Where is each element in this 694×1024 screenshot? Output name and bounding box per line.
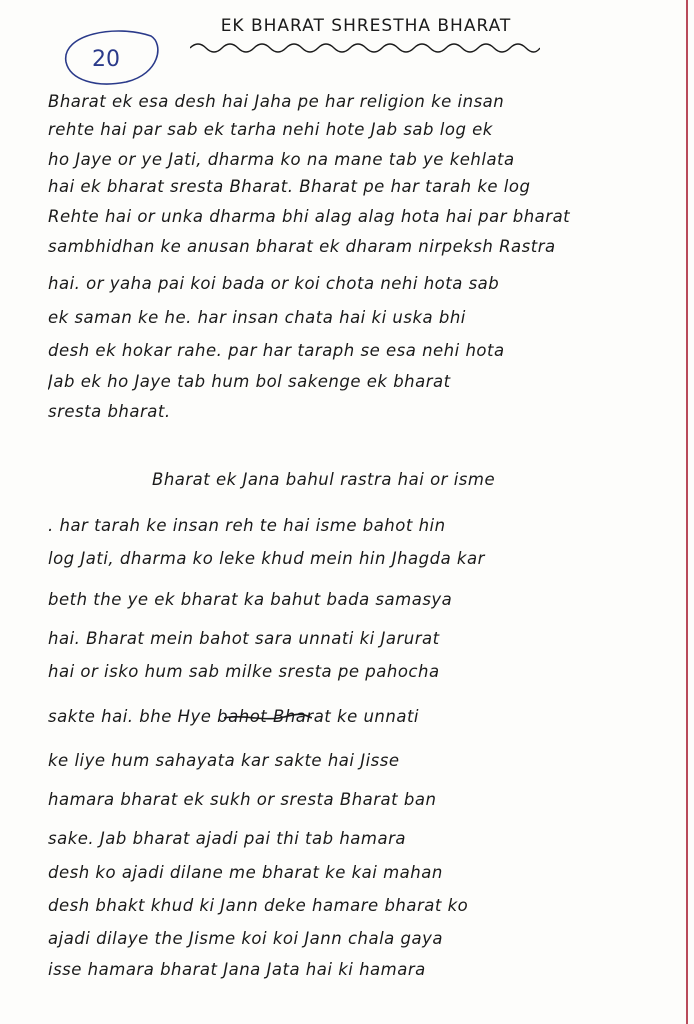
para1-line: ho Jaye or ye Jati, dharma ko na mane tab ye kehlata <box>48 150 515 169</box>
grade-mark-text: 20 <box>92 47 120 72</box>
para1-line: sresta bharat. <box>48 402 171 421</box>
para1-line: desh ek hokar rahe. par har taraph se esa nehi hota <box>48 341 505 360</box>
para1-line: hai ek bharat sresta Bharat. Bharat pe har tarah ke log <box>48 177 531 196</box>
para2-line: isse hamara bharat Jana Jata hai ki hamara <box>48 960 426 979</box>
para2-line: beth the ye ek bharat ka bahut bada samasya <box>48 590 453 609</box>
para2-line: . har tarah ke insan reh te hai isme bahot hin <box>48 516 446 535</box>
para2-line: desh ko ajadi dilane me bharat ke kai mahan <box>48 863 443 882</box>
strikethrough-mark <box>224 712 312 724</box>
para2-line: ajadi dilaye the Jisme koi koi Jann chala gaya <box>48 929 443 948</box>
para1-line: Jab ek ho Jaye tab hum bol sakenge ek bharat <box>48 372 451 391</box>
para2-line: hai. Bharat mein bahot sara unnati ki Jarurat <box>48 629 440 648</box>
para2-line: log Jati, dharma ko leke khud mein hin Jhagda kar <box>48 549 485 568</box>
para2-line: desh bhakt khud ki Jann deke hamare bharat ko <box>48 896 469 915</box>
para1-line: Bharat ek esa desh hai Jaha pe har religion ke insan <box>48 92 505 111</box>
para1-line: hai. or yaha pai koi bada or koi chota nehi hota sab <box>48 274 500 293</box>
para1-line: rehte hai par sab ek tarha nehi hote Jab sab log ek <box>48 120 493 139</box>
para2-line: hamara bharat ek sukh or sresta Bharat ban <box>48 790 437 809</box>
para2-line: hai or isko hum sab milke sresta pe pahocha <box>48 662 440 681</box>
para2-line: sake. Jab bharat ajadi pai thi tab hamara <box>48 829 406 848</box>
para2-line: ke liye hum sahayata kar sakte hai Jisse <box>48 751 400 770</box>
para1-line: ek saman ke he. har insan chata hai ki uska bhi <box>48 308 466 327</box>
para1-line: Rehte hai or unka dharma bhi alag alag hota hai par bharat <box>48 207 571 226</box>
para2-line: sakte hai. bhe Hye bahot Bharat ke unnati <box>48 707 420 726</box>
para1-line: sambhidhan ke anusan bharat ek dharam nirpeksh Rastra <box>48 237 556 256</box>
para2-line: Bharat ek Jana bahul rastra hai or isme <box>152 470 496 489</box>
page-title: EK BHARAT SHRESTHA BHARAT <box>220 16 512 36</box>
